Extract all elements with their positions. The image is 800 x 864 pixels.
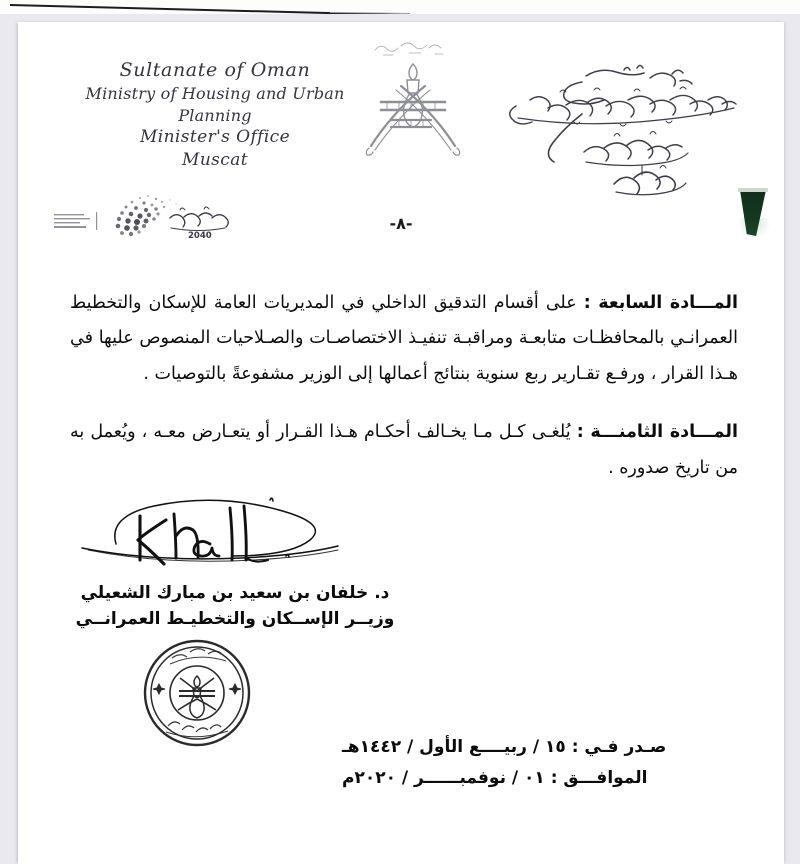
signer-title: وزيــر الإســكان والتخطيـط العمرانــي	[75, 609, 395, 630]
gregorian-date-line: الموافـــق : ٠١ / نوفمبــــــر / ٢٠٢٠م	[342, 768, 648, 789]
signer-name: د. خلفان بن سعيد بن مبارك الشعيلي	[80, 583, 390, 603]
article-seven-heading: المـــادة السابعة :	[583, 292, 738, 313]
article-seven	[70, 286, 738, 394]
letterhead	[18, 22, 784, 241]
document-body	[70, 268, 738, 503]
letterhead-country-en: Sultanate of Oman	[119, 59, 311, 81]
letterhead-city-en: Muscat	[182, 150, 248, 171]
svg-text:2040: 2040	[188, 231, 212, 241]
hijri-date-line: صـدر فـي : ١٥ / ربيــــع الأول / ١٤٤٢هـ	[342, 737, 667, 757]
handwritten-signature-icon	[74, 492, 374, 578]
page-folio-number: -٨-	[389, 214, 413, 233]
signer-block	[70, 580, 400, 634]
page-edge-artifact-cap	[738, 188, 768, 192]
letterhead-english-block	[60, 58, 370, 172]
issue-dates-block	[342, 732, 742, 795]
letterhead-ministry-en: Ministry of Housing and Urban Planning	[85, 84, 345, 125]
article-seven-text: على أقسام التدقيق الداخلي في المديريات العامة للإسكان والتخطيط العمرانـي بالمحافظـات متابعـة ومراقبـة تنفيـذ الاختصاصـات والصـلاحيات المنصوص عليها في هـذا القرار ، ورفـع تقـارير ربع سنوية بنتائج أعمالها إلى الوزير مشفوعةً بالتوصيات .	[70, 292, 738, 385]
official-seal-icon	[132, 634, 262, 752]
document-page	[18, 22, 784, 864]
article-eight-text: يُلغـى كـل مـا يخـالف أحكـام هـذا القـرار أو يتعـارض معـه ، ويُعمل به من تاريخ صدوره .	[70, 422, 738, 478]
article-eight	[70, 415, 738, 487]
signature-zone	[70, 492, 490, 752]
letterhead-office-en: Minister's Office	[139, 127, 291, 148]
letterhead-arabic-block	[474, 48, 764, 198]
oman-national-emblem-icon	[353, 28, 473, 178]
article-eight-heading: المـــادة الثامنـــة :	[576, 422, 738, 443]
underlying-sheet-edge	[0, 0, 800, 14]
